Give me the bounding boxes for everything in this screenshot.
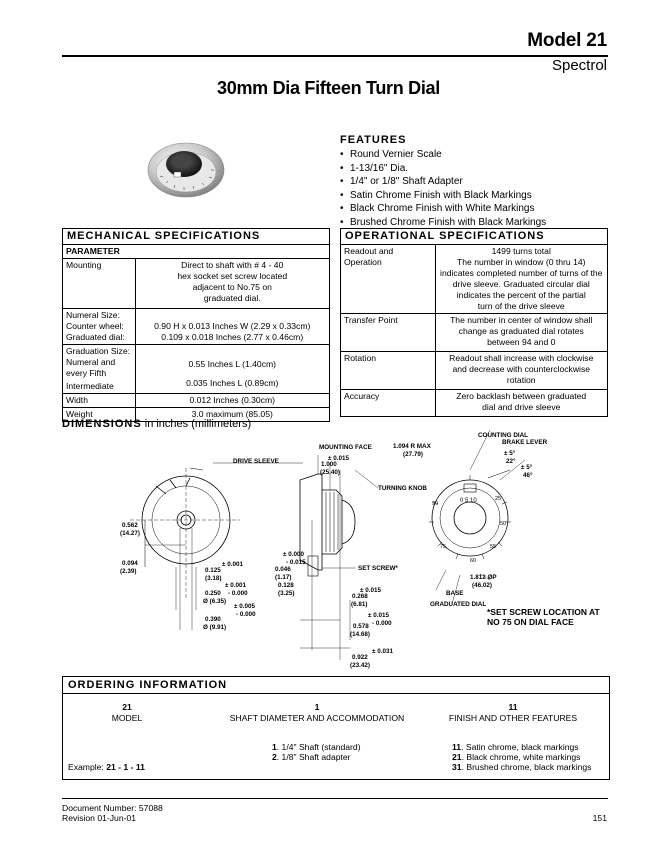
header-rule [62,55,608,57]
spec-value: 3.0 maximum (85.05) [135,408,329,422]
spec-value: Zero backlash between graduated dial and drive sleeve [435,390,607,417]
list-item: 2. 1/8" Shaft adapter [272,752,351,762]
dim-tol: - 0.000 [372,620,392,627]
page-title: 30mm Dia Fifteen Turn Dial [217,78,440,98]
list-item: 21. Black chrome, white markings [452,752,581,762]
svg-text:25: 25 [495,496,502,502]
mechanical-specs-table [63,245,329,421]
dim-tol: ± 0.015 [368,612,389,619]
dim-tol: - 0.015 [286,559,306,566]
spec-value: Readout shall increase with clockwise and decrease with counterclockwise rotation [435,352,607,390]
list-item: 11. Satin chrome, black markings [452,742,579,752]
spec-label: Transfer Point [341,314,435,352]
dim-tol: ± 0.015 [328,455,349,462]
dim-1094-mm: (27.79) [403,451,423,458]
mechanical-specs-heading: MECHANICAL SPECIFICATIONS [63,229,329,245]
table-row [63,345,329,394]
list-item: 1. 1/4" Shaft (standard) [272,742,361,752]
dim-tol: - 0.000 [236,611,256,618]
dim-0390: 0.390 [205,616,221,623]
order-code-shaft: 1 [314,702,320,712]
spec-value: 1499 turns total The number in window (0 thru 14) indicates completed number of turns of the drive sleeve. Graduated circular dial indicates the percent of the partial turn of the drive sleeve [440,246,603,311]
dial-product-photo [142,136,228,200]
label-drive-sleeve: DRIVE SLEEVE [233,458,279,465]
table-row [341,352,607,390]
dim-0125-mm: (3.18) [205,575,222,582]
dim-tol: ± 0.001 [222,561,243,568]
footer-rule [62,798,608,799]
table-row [341,245,607,314]
brand-name: Spectrol [551,57,607,74]
dim-0390-mm: Ø (9.91) [203,624,227,631]
dim-tol: ± 0.000 [283,551,304,558]
document-number: Document Number: 57088 [62,803,163,813]
spec-label: Mounting [63,259,135,309]
dim-1000-mm: (25.40) [320,469,340,476]
spec-label: Rotation [341,352,435,390]
dim-0922-mm: (23.42) [350,662,370,669]
features-list [340,148,546,230]
order-code-finish: 11 [508,702,518,712]
dim-0268-mm: (6.81) [351,601,368,608]
dim-0250-mm: Ø (6.35) [203,598,227,605]
spec-value: The number in center of window shall change as graduated dial rotates between 94 and 0 [435,314,607,352]
dim-0578: 0.578 [353,623,369,630]
ordering-info-heading: ORDERING INFORMATION [63,677,609,694]
dim-tol: - 0.000 [228,590,248,597]
order-example: Example: 21 - 1 - 11 [68,762,145,772]
dim-tol: ± 0.001 [225,582,246,589]
table-row [341,314,607,352]
dim-0128: 0.128 [278,582,294,589]
order-caption-finish: FINISH AND OTHER FEATURES [448,713,578,723]
spec-value: 0.90 H x 0.013 Inches W (2.29 x 0.33cm) 0.109 x 0.018 Inches (2.77 x 0.46cm) [135,309,329,345]
dim-tol: ± 0.031 [372,648,393,655]
table-row [63,259,329,309]
svg-text:60: 60 [470,558,477,564]
feature-item: • Satin Chrome Finish with Black Markings [340,189,546,203]
dimensions-heading: DIMENSIONS in inches (millimeters) [62,418,252,430]
dim-angle: 46° [523,472,533,479]
spec-label: Readout and Operation [341,245,435,314]
dim-0046-mm: (1.17) [275,574,292,581]
svg-text:50: 50 [500,521,507,527]
spec-label: Accuracy [341,390,435,417]
dim-0094-mm: (2.39) [120,568,137,575]
spec-label: Numeral Size: Counter wheel: Graduated dial: [63,309,135,345]
label-base: BASE [446,590,464,597]
operational-specs-box [340,228,608,417]
svg-text:75: 75 [440,544,447,550]
finish-options [452,742,591,772]
dim-0250: 0.250 [205,590,221,597]
order-code-model: 21 [122,702,132,712]
dim-0562-mm: (14.27) [120,530,140,537]
spec-value: 0.012 Inches (0.30cm) [135,394,329,408]
table-row [63,245,329,259]
dim-0578-mm: (14.68) [350,631,370,638]
dim-0922: 0.922 [352,654,368,661]
operational-specs-heading: OPERATIONAL SPECIFICATIONS [341,229,607,245]
table-row [63,394,329,408]
dim-1094: 1.094 R MAX [393,443,431,450]
table-row [341,390,607,417]
feature-item: • 1-13/16" Dia. [340,162,546,176]
svg-text:55: 55 [490,544,497,550]
dim-0268: 0.268 [352,593,368,600]
dim-0046: 0.046 [275,566,291,573]
table-row [63,309,329,345]
operational-specs-table [341,245,607,416]
set-screw-note: *SET SCREW LOCATION AT NO 75 ON DIAL FACE [487,607,600,627]
features-heading: FEATURES [340,134,407,146]
label-counting-dial: COUNTING DIAL [478,432,529,439]
label-set-screw: SET SCREW* [358,565,398,572]
list-item: 31. Brushed chrome, black markings [452,762,592,772]
dim-0562: 0.562 [122,522,138,529]
page-number: 151 [592,813,607,823]
feature-item: • Round Vernier Scale [340,148,546,162]
dim-0094: 0.094 [122,560,138,567]
label-brake-lever: BRAKE LEVER [502,439,548,446]
order-caption-model: MODEL [111,713,143,723]
label-graduated-dial: GRADUATED DIAL [430,601,487,608]
revision-date: Revision 01-Jun-01 [62,813,137,823]
spec-label: Width [63,394,135,408]
dim-1812-mm: (46.02) [472,582,492,589]
order-caption-shaft: SHAFT DIAMETER AND ACCOMMODATION [229,713,405,723]
label-mounting-face: MOUNTING FACE [319,444,372,451]
dim-0128-mm: (3.25) [278,590,295,597]
dim-angle: 22° [506,458,516,465]
dim-1000: 1.000 [321,461,337,468]
feature-item: • 1/4" or 1/8" Shaft Adapter [340,175,546,189]
feature-item: • Black Chrome Finish with White Markings [340,202,546,216]
spec-value: 0.55 Inches L (1.40cm) 0.035 Inches L (0.89cm) [135,345,329,394]
model-title: Model 21 [527,30,607,51]
shaft-options [272,742,361,762]
spec-value: Direct to shaft with # 4 - 40 hex socket set screw located adjacent to No.75 on graduated dial. [135,259,329,309]
spec-label: Graduation Size: Numeral and every Fifth Intermediate [63,345,135,394]
label-turning-knob: TURNING KNOB [378,485,427,492]
spec-label: Weight [63,408,135,422]
feature-item: • Brushed Chrome Finish with Black Markings [340,216,546,230]
dim-tol: ± 0.005 [234,603,255,610]
svg-text:90: 90 [432,501,439,507]
parameter-header: PARAMETER [66,246,120,256]
svg-text:0 5 10: 0 5 10 [460,498,477,504]
dim-angle: ± 5° [504,450,516,457]
dim-1812: 1.812 ØP [470,574,497,581]
dim-0125: 0.125 [205,567,221,574]
mechanical-specs-box [62,228,330,422]
dim-tol: ± 0.015 [360,587,381,594]
dim-angle: ± 5° [521,464,533,471]
